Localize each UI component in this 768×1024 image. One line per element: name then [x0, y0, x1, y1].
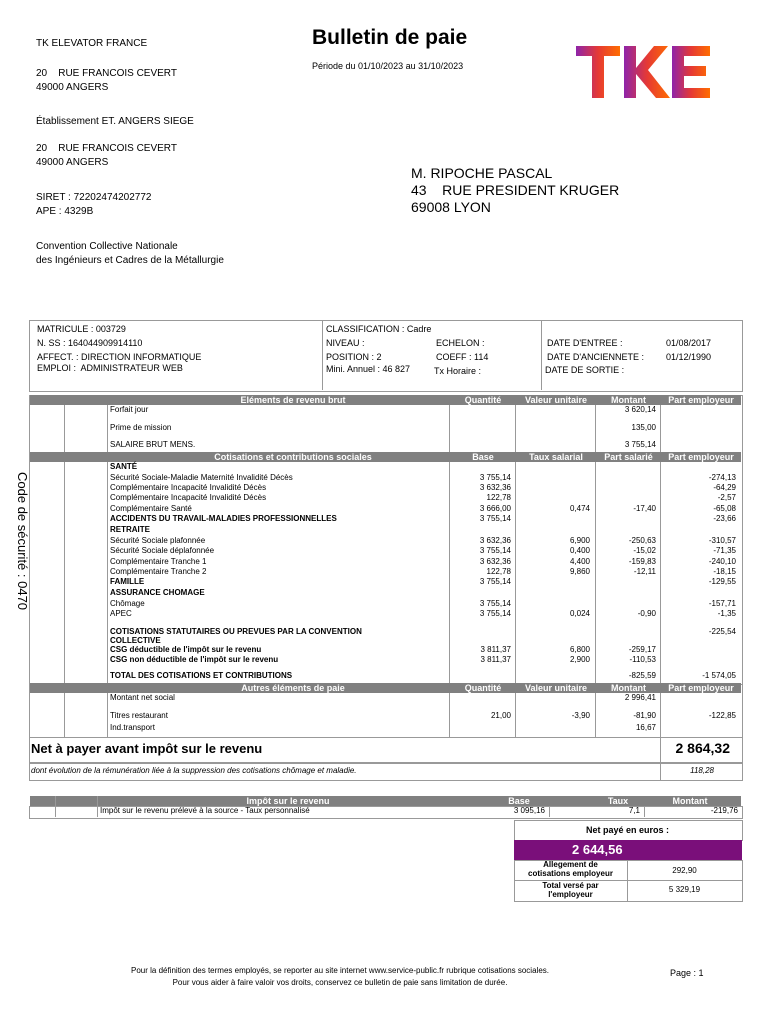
autres-row-montant: 16,67	[635, 723, 656, 732]
cotis-row-taux: 0,400	[569, 546, 590, 555]
cotis-row-label: ACCIDENTS DU TRAVAIL-MALADIES PROFESSIONNELLES	[110, 514, 337, 523]
brut-header: Eléments de revenu brut Quantité Valeur unitaire Montant Part employeur	[30, 395, 741, 405]
cotis-row-label: ASSURANCE CHOMAGE	[110, 588, 205, 597]
brut-row-label: Forfait jour	[110, 405, 149, 414]
net-paye-label: Net payé en euros :	[585, 825, 670, 835]
csg2-label: CSG non déductible de l'impôt sur le revenu	[110, 655, 279, 664]
net-paye-value: 2 644,56	[572, 842, 623, 857]
company-address2: 49000 ANGERS	[36, 82, 109, 93]
autres-header: Autres éléments de paie Quantité Valeur unitaire Montant Part employeur	[30, 683, 741, 693]
csg1-base: 3 811,37	[480, 645, 511, 654]
csg2-sal: -110,53	[629, 655, 656, 664]
allegement-label: Allegement de cotisations employeur	[528, 860, 613, 878]
statutaires-emp: -225,54	[708, 627, 736, 636]
autres-row-qte: 21,00	[490, 711, 511, 720]
csg1-taux: 6,800	[569, 645, 590, 654]
convention-line1: Convention Collective Nationale	[36, 241, 178, 252]
etablissement: Établissement ET. ANGERS SIEGE	[36, 116, 194, 127]
cotis-row-label: SANTÉ	[110, 462, 138, 471]
convention-line2: des Ingénieurs et Cadres de la Métallurgie	[36, 255, 224, 266]
etab-address1: 20 RUE FRANCOIS CEVERT	[36, 143, 177, 154]
company-address1: 20 RUE FRANCOIS CEVERT	[36, 68, 177, 79]
cotis-row-label: Sécurité Sociale déplafonnée	[110, 546, 215, 555]
etab-address2: 49000 ANGERS	[36, 157, 109, 168]
coeff: COEFF : 114	[436, 352, 489, 362]
cotis-row-label: Complémentaire Tranche 1	[110, 557, 207, 566]
cotis-row-base: 3 755,14	[479, 577, 511, 586]
cotis-row-base: 3 632,36	[479, 536, 511, 545]
autres-row-montant: -81,90	[633, 711, 656, 720]
brut-row-montant: 135,00	[631, 423, 656, 432]
cotis-row-sal: -17,40	[633, 504, 656, 513]
cotis-row-emp: -274,13	[708, 473, 736, 482]
autres-row-montant: 2 996,41	[624, 693, 656, 702]
statutaires-label1: COTISATIONS STATUTAIRES OU PREVUES PAR LA CONVENTION	[110, 627, 362, 636]
cotis-row-emp: -310,57	[708, 536, 736, 545]
position: POSITION : 2	[326, 352, 382, 362]
cotis-row-label: Chômage	[110, 599, 145, 608]
ape: APE : 4329B	[36, 206, 94, 217]
tx-horaire: Tx Horaire :	[434, 366, 482, 376]
page-title: Bulletin de paie	[312, 26, 468, 49]
cotis-row-base: 3 666,00	[479, 504, 511, 513]
cotis-row-emp: -1,35	[717, 609, 736, 618]
niveau: NIVEAU :	[326, 338, 365, 348]
siret: SIRET : 72202474202772	[36, 192, 152, 203]
footer-line2: Pour vous aider à faire valoir vos droits, conservez ce bulletin de paie sans limitation de durée.	[172, 978, 508, 987]
mini-annuel: Mini. Annuel : 46 827	[326, 364, 411, 374]
impot-montant: -219,76	[710, 806, 738, 815]
cotis-row-base: 3 755,14	[479, 473, 511, 482]
cotis-row-taux: 4,400	[569, 557, 590, 566]
brut-row-montant: 3 620,14	[624, 405, 656, 414]
net-avant-impot-label: Net à payer avant impôt sur le revenu	[31, 741, 263, 756]
cotis-row-emp: -71,35	[713, 546, 736, 555]
cotis-header: Cotisations et contributions sociales Base Taux salarial Part salarié Part employeur	[30, 452, 741, 462]
cotis-row-sal: -12,11	[633, 567, 656, 576]
tke-logo	[576, 44, 710, 98]
brut-row-label: SALAIRE BRUT MENS.	[110, 440, 196, 449]
csg1-label: CSG déductible de l'impôt sur le revenu	[110, 645, 262, 654]
impot-label: Impôt sur le revenu prélevé à la source - Taux personnalisé	[100, 806, 310, 815]
allegement-value: 292,90	[672, 866, 697, 875]
cotis-row-emp: -18,15	[713, 567, 736, 576]
date-entree-label: DATE D'ENTREE :	[547, 338, 623, 348]
evolution-value: 118,28	[690, 766, 714, 775]
affectation: AFFECT. : DIRECTION INFORMATIQUE	[37, 352, 202, 362]
total-verse-label: Total versé par l'employeur	[542, 881, 599, 899]
total-cotis-emp: -1 574,05	[702, 671, 736, 680]
cotis-row-taux: 0,024	[569, 609, 590, 618]
statutaires-label2: COLLECTIVE	[110, 636, 161, 645]
periode: Période du 01/10/2023 au 31/10/2023	[312, 61, 464, 71]
cotis-row-sal: -0,90	[637, 609, 656, 618]
date-entree: 01/08/2017	[666, 338, 712, 348]
cotis-row-emp: -2,57	[717, 493, 736, 502]
cotis-row-base: 122,78	[486, 567, 511, 576]
autres-row-label: Titres restaurant	[110, 711, 168, 720]
autres-row-label: Montant net social	[110, 693, 175, 702]
cotis-row-base: 122,78	[486, 493, 511, 502]
autres-row-emp: -122,85	[708, 711, 736, 720]
autres-row-label: Ind.transport	[110, 723, 155, 732]
cotis-row-label: Sécurité Sociale plafonnée	[110, 536, 206, 545]
cotis-row-label: Complémentaire Santé	[110, 504, 192, 513]
net-paye-bar	[514, 840, 742, 860]
brut-row-montant: 3 755,14	[624, 440, 656, 449]
cotis-row-label: APEC	[110, 609, 132, 618]
total-verse-value: 5 329,19	[668, 885, 701, 894]
classification: CLASSIFICATION : Cadre	[326, 324, 432, 334]
echelon: ECHELON :	[436, 338, 485, 348]
brut-row-label: Prime de mission	[110, 423, 172, 432]
csg2-taux: 2,900	[569, 655, 590, 664]
cotis-row-base: 3 755,14	[479, 609, 511, 618]
cotis-row-emp: -64,29	[713, 483, 736, 492]
footer-line1: Pour la définition des termes employés, se reporter au site internet www.service-public.fr rubrique cotisations sociales.	[131, 966, 549, 975]
cotis-row-label: Complémentaire Incapacité Invalidité Décès	[110, 483, 267, 492]
employee-name: M. RIPOCHE PASCAL	[411, 165, 553, 181]
emploi: EMPLOI : ADMINISTRATEUR WEB	[37, 363, 183, 373]
cotis-row-label: Complémentaire Tranche 2	[110, 567, 207, 576]
total-cotis-sal: -825,59	[628, 671, 656, 680]
cotis-row-base: 3 755,14	[479, 514, 511, 523]
date-sortie-label: DATE DE SORTIE :	[545, 365, 625, 375]
employee-address2: 69008 LYON	[411, 199, 491, 215]
nss: N. SS : 164044909914110	[37, 338, 143, 348]
security-code: Code de sécurité : 0470	[15, 472, 30, 611]
cotis-row-base: 3 632,36	[479, 557, 511, 566]
net-avant-impot-value: 2 864,32	[675, 740, 730, 756]
cotis-row-emp: -240,10	[708, 557, 736, 566]
cotis-row-label: Complémentaire Incapacité Invalidité Décès	[110, 493, 267, 502]
cotis-row-base: 3 755,14	[479, 599, 511, 608]
impot-base: 3 095,16	[513, 806, 545, 815]
cotis-row-base: 3 632,36	[479, 483, 511, 492]
matricule: MATRICULE : 003729	[37, 324, 126, 334]
cotis-row-label: Sécurité Sociale-Maladie Maternité Invalidité Décès	[110, 473, 293, 482]
total-cotis-label: TOTAL DES COTISATIONS ET CONTRIBUTIONS	[110, 671, 293, 680]
impot-header: Impôt sur le revenu Base Taux Montant	[30, 796, 741, 806]
cotis-row-emp: -157,71	[708, 599, 736, 608]
page-number: Page : 1	[670, 968, 704, 978]
csg1-sal: -259,17	[628, 645, 656, 654]
cotis-row-taux: 9,860	[569, 567, 590, 576]
cotis-row-emp: -23,66	[713, 514, 736, 523]
cotis-row-emp: -129,55	[708, 577, 736, 586]
cotis-row-sal: -250,63	[628, 536, 656, 545]
impot-taux: 7,1	[628, 806, 640, 815]
date-anciennete: 01/12/1990	[666, 352, 712, 362]
csg2-base: 3 811,37	[480, 655, 511, 664]
cotis-row-sal: -15,02	[633, 546, 656, 555]
autres-row-vu: -3,90	[571, 711, 590, 720]
cotis-row-label: RETRAITE	[110, 525, 150, 534]
cotis-row-taux: 0,474	[569, 504, 590, 513]
date-anciennete-label: DATE D'ANCIENNETE :	[547, 352, 645, 362]
cotis-row-taux: 6,900	[569, 536, 590, 545]
cotis-row-sal: -159,83	[628, 557, 656, 566]
employee-address1: 43 RUE PRESIDENT KRUGER	[411, 182, 620, 198]
cotis-row-base: 3 755,14	[479, 546, 511, 555]
company-name: TK ELEVATOR FRANCE	[36, 38, 148, 49]
cotis-row-emp: -65,08	[713, 504, 736, 513]
evolution-label: dont évolution de la rémunération liée à la suppression des cotisations chômage et maladie.	[31, 766, 357, 775]
cotis-row-label: FAMILLE	[110, 577, 145, 586]
